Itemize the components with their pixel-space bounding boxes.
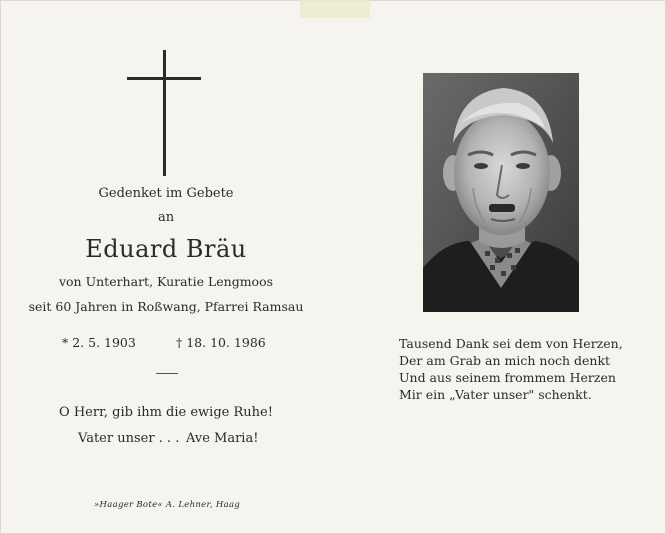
- portrait-photo: [423, 73, 579, 312]
- verse-line: Mir ein „Vater unser" schenkt.: [399, 387, 592, 402]
- vater-unser-text: Vater unser . . .: [78, 431, 180, 446]
- an-text: an: [157, 210, 175, 225]
- cross-horizontal-beam: [127, 77, 201, 80]
- divider: [156, 373, 178, 374]
- origin-text: von Unterhart, Kuratie Lengmoos: [58, 274, 274, 289]
- prayer-text: O Herr, gib ihm die ewige Ruhe!: [59, 405, 273, 420]
- birth-date: * 2. 5. 1903: [62, 335, 136, 350]
- intro-text: Gedenket im Gebete: [98, 186, 234, 201]
- portrait-illustration: [423, 73, 579, 312]
- verse-line: Und aus seinem frommem Herzen: [399, 370, 616, 385]
- deceased-name: Eduard Bräu: [85, 235, 247, 263]
- verse-block: [399, 335, 649, 403]
- cross-vertical-beam: [163, 50, 166, 176]
- residence-text: seit 60 Jahren in Roßwang, Pfarrei Ramsau: [28, 299, 304, 314]
- verse-line: Tausend Dank sei dem von Herzen,: [399, 336, 623, 351]
- ave-maria-text: Ave Maria!: [186, 431, 259, 446]
- tape-strip: [300, 0, 370, 18]
- verse-line: Der am Grab an mich noch denkt: [399, 353, 611, 368]
- printer-imprint: »Haager Bote« A. Lehner, Haag: [94, 500, 241, 510]
- death-date: † 18. 10. 1986: [176, 335, 266, 350]
